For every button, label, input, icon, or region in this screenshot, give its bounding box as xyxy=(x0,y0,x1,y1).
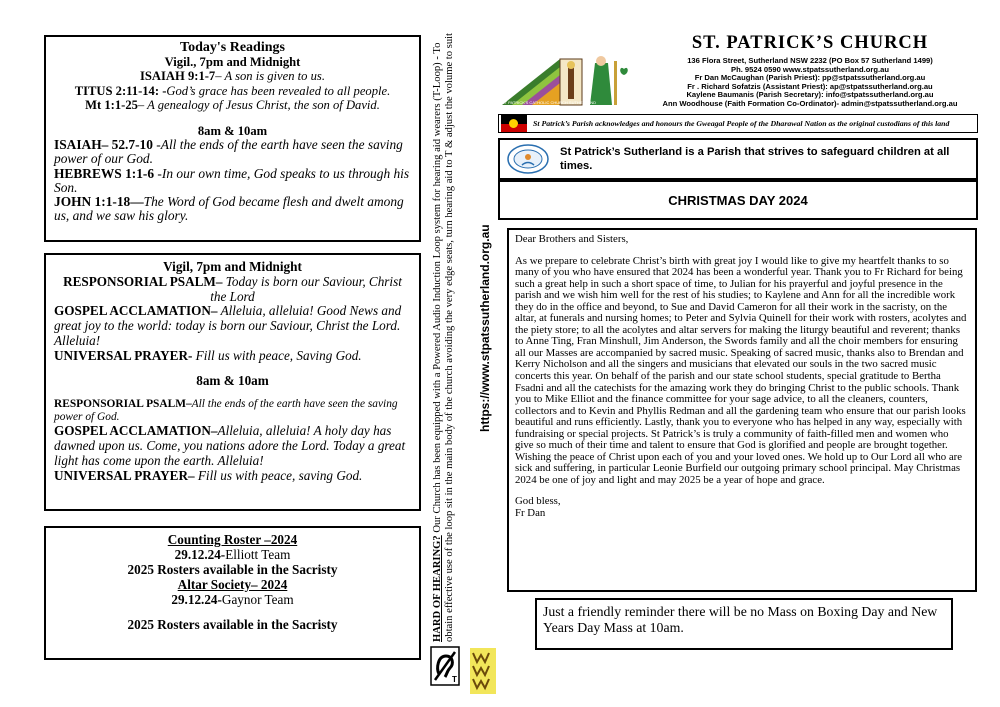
day-heading: 8am & 10am xyxy=(197,124,268,139)
contact-line: Ann Woodhouse (Faith Formation Co-Ordinator)- admin@stpatssutherland.org.au xyxy=(662,98,958,108)
contact-line: 136 Flora Street, Sutherland NSW 2232 (PO Box 57 Sutherland 1499) xyxy=(687,56,933,65)
hearing-label: HARD OF HEARING? xyxy=(432,535,443,642)
altar-society-note: 2025 Rosters available in the Sacristy xyxy=(127,617,338,632)
vigil-gospel xyxy=(54,304,411,348)
logo-caption: ST PATRICK'S CATHOLIC CHURCH SUTHERLAND xyxy=(502,100,597,105)
roster-box xyxy=(44,526,421,660)
contact-details xyxy=(645,57,975,109)
reading-text: God’s grace has been revealed to all people. xyxy=(166,83,391,98)
vigil-reading-1 xyxy=(54,69,411,83)
counting-roster-entry xyxy=(54,547,411,562)
counting-roster-title: Counting Roster –2024 xyxy=(167,532,298,547)
day-reading-2 xyxy=(54,167,411,195)
aboriginal-flag-icon xyxy=(501,115,527,132)
reading-ref: ISAIAH 9:1-7 xyxy=(140,69,216,84)
gospel-text: Alleluia, alleluia! A holy day has dawned upon us. Come, you nations adore the Lord. Today a great light has come upon the earth. Alleluia! xyxy=(54,423,406,468)
vigil-heading: Vigil., 7pm and Midnight xyxy=(164,55,301,70)
reading-text: The Word of God became flesh and dwelt among us, and we saw his glory. xyxy=(54,194,404,224)
contact-line: Fr . Richard Sofatzis (Assistant Priest): ap@stpatssutherland.org.au xyxy=(687,81,933,91)
hearing-loop-icon xyxy=(430,646,460,686)
prayer-text: Fill us with peace, Saving God. xyxy=(192,347,362,363)
day-reading-3 xyxy=(54,195,411,223)
hard-of-hearing-notice xyxy=(432,20,455,642)
christmas-day-title: CHRISTMAS DAY 2024 xyxy=(498,180,978,220)
contact-line: Kaylene Baumanis (Parish Secretary): info@stpatssutherland.org.au xyxy=(686,90,934,100)
vigil-reading-2 xyxy=(54,84,411,98)
altar-society-title: Altar Society– 2024 xyxy=(177,577,288,592)
reading-text: – A genealogy of Jesus Christ, the son of David. xyxy=(137,97,380,112)
roster-team: Elliott Team xyxy=(225,547,291,562)
reading-ref: ISAIAH– 52.7-10 xyxy=(54,137,153,153)
www-graphic-icon xyxy=(470,648,496,694)
vigil-prayer xyxy=(54,349,411,364)
acknowledgement-text: St Patrick’s Parish acknowledges and honours the Gweagal People of the Dharawal Nation as the original custodians of this land xyxy=(533,119,950,128)
hearing-text: Our Church has been equipped with a Powered Audio Induction Loop system for hearing aid wearers (T-Loop) - To obtain effective use of the loop sit in the main body of the church avoiding the very edge seats, turn hearing aid to T & adjust the volume to suit xyxy=(432,32,455,642)
psalm-vigil-heading: Vigil, 7pm and Midnight xyxy=(163,259,302,274)
readings-title: Today's Readings xyxy=(180,40,285,55)
altar-society-entry xyxy=(54,592,411,607)
psalm-label: RESPONSORIAL PSALM– xyxy=(54,398,192,411)
day-psalm xyxy=(54,398,411,424)
day-prayer xyxy=(54,469,411,484)
letter-greeting: Dear Brothers and Sisters, xyxy=(515,233,629,245)
gospel-label: GOSPEL ACCLAMATION– xyxy=(54,423,218,439)
safeguarding-text: St Patrick’s Sutherland is a Parish that strives to safeguard children at all times. xyxy=(560,146,950,172)
roster-team: Gaynor Team xyxy=(221,592,294,607)
church-name-title: ST. PATRICK’S CHURCH xyxy=(691,33,929,53)
day-gospel xyxy=(54,424,411,468)
gospel-text: Alleluia, alleluia! Good News and great joy to the world: today is born our Saviour, Christ the Lord. Alleluia! xyxy=(54,303,402,348)
roster-date: 29.12.24- xyxy=(171,592,222,607)
reading-ref: HEBREWS 1:1-6 xyxy=(54,165,155,181)
gospel-label: GOSPEL ACCLAMATION– xyxy=(54,303,218,319)
reading-text: -All the ends of the earth have seen the saving power of our God. xyxy=(54,137,403,167)
vigil-psalm xyxy=(54,275,411,305)
psalm-acclamation-box xyxy=(44,253,421,511)
letter-signoff: God bless, xyxy=(515,495,561,508)
safeguarding-box xyxy=(498,138,978,180)
svg-text:T: T xyxy=(452,675,457,684)
contact-line: Fr Dan McCaughan (Parish Priest): pp@stpatssutherland.org.au xyxy=(694,73,926,83)
parish-website-link[interactable]: https://www.stpatssutherland.org.au xyxy=(478,224,492,432)
prayer-text: Fill us with peace, saving God. xyxy=(194,467,363,483)
parish-priest-letter xyxy=(507,228,977,592)
acknowledgement-bar xyxy=(498,114,978,133)
prayer-label: UNIVERSAL PRAYER- xyxy=(54,347,193,363)
roster-date: 29.12.24- xyxy=(174,547,226,562)
vigil-reading-3 xyxy=(54,98,411,112)
psalm-day-heading: 8am & 10am xyxy=(196,372,269,388)
prayer-label: UNIVERSAL PRAYER– xyxy=(54,467,195,483)
todays-readings-box xyxy=(44,35,421,242)
psalm-text: Today is born our Saviour, Christ the Lord xyxy=(210,273,402,304)
reading-text: – A son is given to us. xyxy=(215,69,325,84)
counting-roster-note: 2025 Rosters available in the Sacristy xyxy=(127,562,338,577)
psalm-label: RESPONSORIAL PSALM– xyxy=(63,273,223,289)
reading-ref: JOHN 1:1-18— xyxy=(54,194,144,210)
contact-line: Ph. 9524 0590 www.stpatssutherland.org.au xyxy=(731,64,889,74)
church-logo-graphic xyxy=(500,55,640,107)
reading-ref: Mt 1:1-25 xyxy=(85,97,138,112)
letter-body: As we prepare to celebrate Christ’s birth with great joy I would like to give my heartfelt thanks to so many of you who have ensured that 2024 has been a wonderful year. Thank you to Fr Richard for being such a great help in such a short space of time, to Julian for his prayerful and joyful presence in the parish and we wish him well for the rest of his studies; to Kaylene and Ann for all the incredible work they do in the office and beyond, to Sue and David Cameron for all their work in the sacristy, on the altar, at funerals and nursing homes; to Peter and Sylvia Quinell for their work with rosters, acolytes and the piety store; to all the acolytes and altar servers for making the liturgy beautiful and reverent; thanks to Anne Ting, Fran Minshull, Jim Anderson, the Swords family and all the choir members for ensuring all our Masses are accompanied by sacred music. Speaking of sacred music, thanks also to Brendan and Kerry Nicholson and all the singers and musicians that elevated our souls in the two sacred music concerts this year. On behalf of the parish and our state school students, special gratitude to Bertha Fsadni and all the catechists for the amazing work they do bringing Christ to the public schools. Thank you to Mike Elliot and the finance committee for your sage advice, to all the cleaners, counters, collectors and to Kevin and Phyllis Redman and all the gardening team who ensure that our parish looks beautiful and runs efficiently. Lastly, thank you to everyone who has helped in any way, especially with fundraising or special projects. St Patrick’s is truly a community of faith-filled men and women who give so much of their time and talent to ensure that God is glorified and people are brought together. Wishing the peace of Christ upon each of you and your loved ones. We hold up to Our Lord all who are sick and suffering, in particular Leonie Burfield our outgoing primary school principal. May Christmas 2024 be one of joy and light and may 2025 be a year of hope and grace. xyxy=(515,254,967,486)
psalm-text: All the ends of the earth have seen the saving power of God. xyxy=(54,398,398,424)
mass-reminder-box: Just a friendly reminder there will be no Mass on Boxing Day and New Years Day Mass at 10am. xyxy=(535,598,953,650)
reading-text: -In our own time, God speaks to us through his Son. xyxy=(54,165,410,195)
safeguarding-logo-icon xyxy=(506,143,550,175)
letter-signature: Fr Dan xyxy=(515,507,546,520)
day-reading-1 xyxy=(54,138,411,166)
reading-ref: TITUS 2:11-14: - xyxy=(74,83,167,98)
